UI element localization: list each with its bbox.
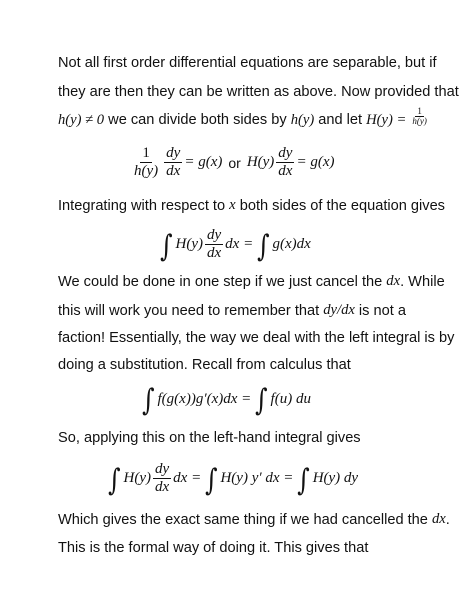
- equation-rhs: = g(x): [184, 154, 223, 171]
- math-H-def: H(y) =: [366, 111, 407, 128]
- integral-sign: ∫: [142, 382, 155, 418]
- fraction-dy-dx: [153, 462, 171, 495]
- equation-lhs: H(y): [246, 154, 275, 171]
- integral-sign: ∫: [256, 228, 270, 264]
- text-fragment: both sides of the equation gives: [235, 197, 445, 214]
- paragraph-1-line-2: they are then they can be written as above. Now provided that: [58, 84, 459, 100]
- integral-sign: ∫: [204, 462, 218, 498]
- text-fragment: .: [445, 511, 450, 528]
- fraction-numerator: 1: [417, 106, 422, 116]
- equation-2: [160, 227, 311, 264]
- paragraph-4: So, applying this on the left-hand integral gives: [58, 430, 361, 446]
- paragraph-1-line-1: Not all first order differential equations are separable, but if: [58, 55, 437, 71]
- fraction-denominator: dx: [278, 162, 293, 179]
- fraction-dy-dx: [205, 228, 223, 261]
- equation-term: H(y) dy: [312, 470, 359, 487]
- math-dx: dx: [386, 273, 401, 289]
- text-fragment: Integrating with respect to: [58, 197, 230, 214]
- paragraph-1-line-3: [58, 106, 431, 130]
- equation-term: g(x)dx: [272, 236, 311, 253]
- equation-term: H(y) y′ dx =: [220, 470, 298, 487]
- text-fragment: this will work you need to remember that: [58, 302, 324, 319]
- math-h-nonzero: h(y) ≠ 0: [58, 111, 105, 128]
- fraction-1-over-h: [410, 107, 429, 127]
- fraction-numerator: dy: [278, 145, 293, 161]
- paragraph-3-line-1: [58, 273, 445, 290]
- text-fragment: Which gives the exact same thing if we had cancelled the: [58, 511, 432, 528]
- equation-term: f(u) du: [270, 390, 311, 407]
- paragraph-3-line-3: faction! Essentially, the way we deal with the left integral is by: [58, 330, 455, 346]
- integral-sign: ∫: [297, 462, 310, 498]
- equation-term: dx =: [173, 470, 205, 487]
- equation-term: H(y): [175, 236, 203, 253]
- fraction-dy-dx: [276, 146, 294, 179]
- equation-3: [142, 382, 311, 418]
- fraction-dy-dx: [164, 146, 182, 179]
- equation-term: f(g(x))g′(x)dx =: [157, 390, 256, 407]
- fraction-numerator: dy: [166, 145, 181, 161]
- text-fragment: is not a: [354, 302, 406, 319]
- text-fragment: we can divide both sides by: [104, 112, 291, 129]
- integral-sign: ∫: [255, 382, 268, 418]
- text-fragment: and let: [314, 112, 367, 129]
- paragraph-3-line-4: doing a substitution. Recall from calculus that: [58, 357, 351, 373]
- math-h: h(y): [290, 111, 315, 128]
- equation-4: [108, 461, 359, 498]
- equation-rhs: = g(x): [296, 154, 335, 171]
- paragraph-5-line-1: [58, 511, 450, 528]
- fraction-denominator: dx: [207, 244, 222, 261]
- fraction-numerator: 1: [142, 145, 150, 161]
- fraction-denominator: h(y): [134, 162, 159, 179]
- text-fragment: We could be done in one step if we just cancel the: [58, 273, 387, 290]
- integral-sign: ∫: [160, 228, 173, 264]
- paragraph-2: [58, 197, 445, 214]
- paragraph-5-line-2: This is the formal way of doing it. This gives that: [58, 540, 369, 556]
- fraction-denominator: h(y): [412, 116, 427, 127]
- equation-1: [130, 146, 335, 179]
- math-x: x: [229, 197, 236, 213]
- integral-sign: ∫: [108, 462, 121, 498]
- paragraph-3-line-2: [58, 302, 406, 319]
- fraction-denominator: dx: [155, 478, 170, 495]
- or-word: or: [228, 154, 241, 171]
- fraction-denominator: dx: [166, 162, 181, 179]
- fraction-1-over-h: [132, 146, 160, 179]
- text-fragment: . While: [400, 273, 445, 290]
- math-dy-dx: dy/dx: [323, 302, 355, 318]
- equation-term: H(y): [123, 470, 151, 487]
- equation-term: dx =: [225, 236, 257, 253]
- math-dx: dx: [431, 511, 446, 527]
- fraction-numerator: dy: [155, 461, 170, 477]
- fraction-numerator: dy: [207, 227, 222, 243]
